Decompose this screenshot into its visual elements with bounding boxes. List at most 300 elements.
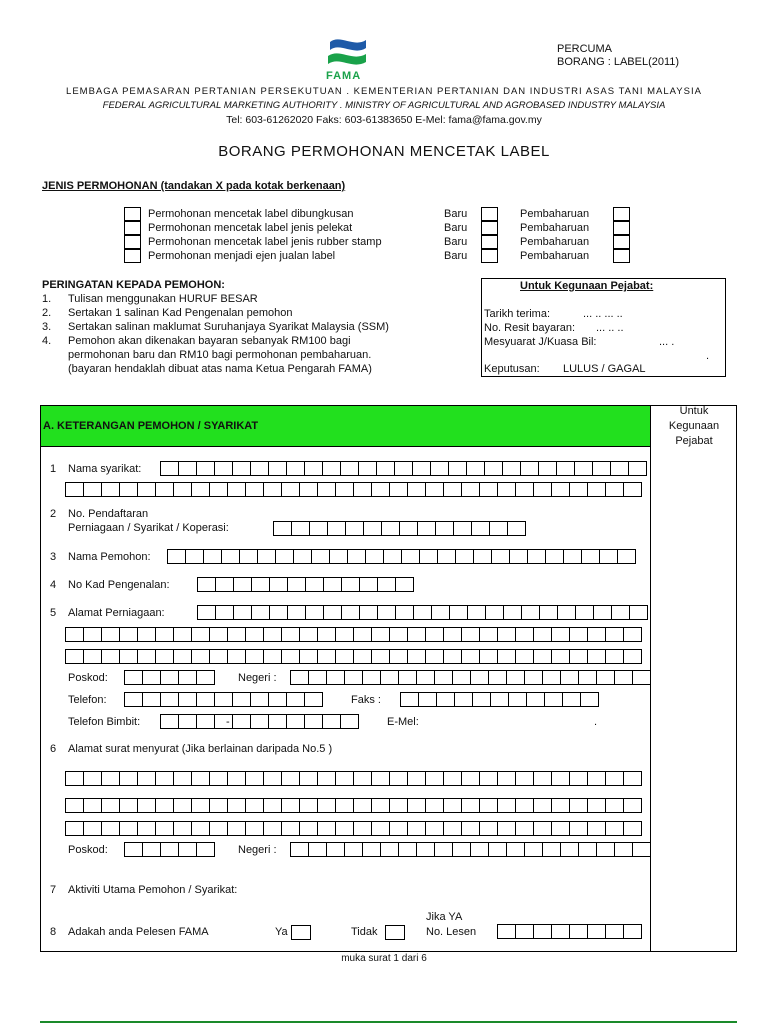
char-cell[interactable]	[66, 627, 84, 642]
char-cell[interactable]	[234, 577, 252, 592]
char-cell[interactable]	[624, 649, 642, 664]
char-cell[interactable]	[143, 842, 161, 857]
char-cell[interactable]	[143, 692, 161, 707]
char-cell[interactable]	[498, 924, 516, 939]
char-cell[interactable]	[120, 771, 138, 786]
char-cell[interactable]	[453, 670, 471, 685]
char-cell[interactable]	[444, 771, 462, 786]
char-cell[interactable]	[161, 714, 179, 729]
char-cell[interactable]	[197, 670, 215, 685]
char-cell[interactable]	[246, 798, 264, 813]
char-cell[interactable]	[543, 842, 561, 857]
char-cell[interactable]	[471, 670, 489, 685]
char-cell[interactable]	[138, 821, 156, 836]
char-cell[interactable]	[522, 605, 540, 620]
request-4-new-checkbox[interactable]	[481, 249, 498, 263]
char-cell[interactable]	[102, 482, 120, 497]
char-cell[interactable]	[432, 605, 450, 620]
char-cell[interactable]	[606, 924, 624, 939]
char-cell[interactable]	[507, 842, 525, 857]
char-cell[interactable]	[161, 842, 179, 857]
char-cell[interactable]	[509, 692, 527, 707]
char-cell[interactable]	[579, 670, 597, 685]
char-cell[interactable]	[197, 692, 215, 707]
char-cell[interactable]	[417, 670, 435, 685]
char-cell[interactable]	[264, 649, 282, 664]
char-cell[interactable]	[558, 605, 576, 620]
char-cell[interactable]	[120, 798, 138, 813]
char-cell[interactable]	[197, 714, 215, 729]
char-cell[interactable]	[198, 605, 216, 620]
char-cell[interactable]	[306, 605, 324, 620]
char-cell[interactable]	[561, 842, 579, 857]
char-cell[interactable]	[570, 821, 588, 836]
char-cell[interactable]	[576, 605, 594, 620]
char-cell[interactable]	[354, 627, 372, 642]
char-cell[interactable]	[264, 771, 282, 786]
char-cell[interactable]	[120, 627, 138, 642]
char-cell[interactable]	[615, 670, 633, 685]
char-cell[interactable]	[345, 670, 363, 685]
char-cell[interactable]	[472, 521, 490, 536]
mailing-address-field-line3[interactable]	[65, 821, 642, 836]
char-cell[interactable]	[156, 627, 174, 642]
request-1-new-checkbox[interactable]	[481, 207, 498, 221]
char-cell[interactable]	[474, 549, 492, 564]
char-cell[interactable]	[240, 549, 258, 564]
char-cell[interactable]	[138, 771, 156, 786]
char-cell[interactable]	[606, 798, 624, 813]
char-cell[interactable]	[624, 627, 642, 642]
char-cell[interactable]	[84, 771, 102, 786]
char-cell[interactable]	[615, 842, 633, 857]
char-cell[interactable]	[327, 670, 345, 685]
char-cell[interactable]	[498, 649, 516, 664]
char-cell[interactable]	[570, 924, 588, 939]
char-cell[interactable]	[372, 771, 390, 786]
licensee-yes-checkbox[interactable]	[291, 925, 311, 940]
char-cell[interactable]	[360, 605, 378, 620]
request-2-checkbox[interactable]	[124, 221, 141, 235]
char-cell[interactable]	[84, 649, 102, 664]
char-cell[interactable]	[125, 842, 143, 857]
char-cell[interactable]	[310, 521, 328, 536]
char-cell[interactable]	[323, 461, 341, 476]
char-cell[interactable]	[156, 649, 174, 664]
char-cell[interactable]	[516, 924, 534, 939]
char-cell[interactable]	[498, 821, 516, 836]
char-cell[interactable]	[516, 771, 534, 786]
char-cell[interactable]	[516, 482, 534, 497]
char-cell[interactable]	[138, 798, 156, 813]
char-cell[interactable]	[198, 577, 216, 592]
fax-field[interactable]	[400, 692, 599, 707]
char-cell[interactable]	[436, 521, 454, 536]
char-cell[interactable]	[534, 924, 552, 939]
char-cell[interactable]	[372, 821, 390, 836]
char-cell[interactable]	[455, 692, 473, 707]
char-cell[interactable]	[402, 549, 420, 564]
char-cell[interactable]	[612, 605, 630, 620]
char-cell[interactable]	[336, 771, 354, 786]
char-cell[interactable]	[408, 771, 426, 786]
char-cell[interactable]	[594, 605, 612, 620]
char-cell[interactable]	[354, 649, 372, 664]
char-cell[interactable]	[345, 842, 363, 857]
char-cell[interactable]	[174, 821, 192, 836]
char-cell[interactable]	[186, 549, 204, 564]
char-cell[interactable]	[318, 649, 336, 664]
char-cell[interactable]	[597, 670, 615, 685]
ic-number-field[interactable]	[197, 577, 414, 592]
char-cell[interactable]	[274, 521, 292, 536]
char-cell[interactable]	[480, 649, 498, 664]
char-cell[interactable]	[381, 670, 399, 685]
char-cell[interactable]	[197, 461, 215, 476]
char-cell[interactable]	[318, 798, 336, 813]
char-cell[interactable]	[480, 771, 498, 786]
request-3-renew-checkbox[interactable]	[613, 235, 630, 249]
char-cell[interactable]	[552, 798, 570, 813]
char-cell[interactable]	[174, 798, 192, 813]
request-2-new-checkbox[interactable]	[481, 221, 498, 235]
char-cell[interactable]	[579, 842, 597, 857]
char-cell[interactable]	[282, 482, 300, 497]
char-cell[interactable]	[588, 798, 606, 813]
char-cell[interactable]	[516, 649, 534, 664]
char-cell[interactable]	[328, 521, 346, 536]
char-cell[interactable]	[435, 842, 453, 857]
char-cell[interactable]	[399, 670, 417, 685]
char-cell[interactable]	[228, 798, 246, 813]
char-cell[interactable]	[480, 821, 498, 836]
char-cell[interactable]	[192, 649, 210, 664]
request-1-renew-checkbox[interactable]	[613, 207, 630, 221]
char-cell[interactable]	[168, 549, 186, 564]
char-cell[interactable]	[324, 605, 342, 620]
char-cell[interactable]	[525, 670, 543, 685]
mailing-address-field-line2[interactable]	[65, 798, 642, 813]
char-cell[interactable]	[216, 577, 234, 592]
char-cell[interactable]	[462, 798, 480, 813]
char-cell[interactable]	[581, 692, 599, 707]
char-cell[interactable]	[210, 482, 228, 497]
char-cell[interactable]	[228, 482, 246, 497]
char-cell[interactable]	[540, 605, 558, 620]
char-cell[interactable]	[490, 521, 508, 536]
char-cell[interactable]	[588, 482, 606, 497]
char-cell[interactable]	[480, 482, 498, 497]
char-cell[interactable]	[318, 771, 336, 786]
char-cell[interactable]	[480, 627, 498, 642]
char-cell[interactable]	[156, 771, 174, 786]
char-cell[interactable]	[606, 627, 624, 642]
char-cell[interactable]	[292, 521, 310, 536]
request-4-checkbox[interactable]	[124, 249, 141, 263]
business-address-field-line3[interactable]	[65, 649, 642, 664]
char-cell[interactable]	[282, 798, 300, 813]
char-cell[interactable]	[492, 549, 510, 564]
request-2-renew-checkbox[interactable]	[613, 221, 630, 235]
char-cell[interactable]	[84, 482, 102, 497]
char-cell[interactable]	[426, 771, 444, 786]
char-cell[interactable]	[364, 521, 382, 536]
char-cell[interactable]	[527, 692, 545, 707]
char-cell[interactable]	[210, 649, 228, 664]
char-cell[interactable]	[444, 798, 462, 813]
char-cell[interactable]	[413, 461, 431, 476]
char-cell[interactable]	[300, 821, 318, 836]
char-cell[interactable]	[102, 821, 120, 836]
char-cell[interactable]	[327, 842, 345, 857]
char-cell[interactable]	[426, 482, 444, 497]
char-cell[interactable]	[390, 482, 408, 497]
char-cell[interactable]	[417, 842, 435, 857]
char-cell[interactable]	[381, 842, 399, 857]
char-cell[interactable]	[282, 649, 300, 664]
char-cell[interactable]	[66, 798, 84, 813]
char-cell[interactable]	[593, 461, 611, 476]
char-cell[interactable]	[288, 577, 306, 592]
char-cell[interactable]	[630, 605, 648, 620]
char-cell[interactable]	[588, 821, 606, 836]
char-cell[interactable]	[318, 482, 336, 497]
char-cell[interactable]	[354, 798, 372, 813]
state-field[interactable]	[290, 670, 651, 685]
char-cell[interactable]	[426, 821, 444, 836]
char-cell[interactable]	[264, 627, 282, 642]
char-cell[interactable]	[174, 649, 192, 664]
char-cell[interactable]	[606, 771, 624, 786]
char-cell[interactable]	[300, 482, 318, 497]
char-cell[interactable]	[419, 692, 437, 707]
char-cell[interactable]	[264, 798, 282, 813]
char-cell[interactable]	[491, 692, 509, 707]
char-cell[interactable]	[534, 771, 552, 786]
char-cell[interactable]	[84, 821, 102, 836]
char-cell[interactable]	[102, 771, 120, 786]
char-cell[interactable]	[246, 771, 264, 786]
char-cell[interactable]	[401, 692, 419, 707]
char-cell[interactable]	[161, 461, 179, 476]
char-cell[interactable]	[516, 798, 534, 813]
char-cell[interactable]	[336, 627, 354, 642]
char-cell[interactable]	[215, 692, 233, 707]
company-name-field-line2[interactable]	[65, 482, 642, 497]
char-cell[interactable]	[525, 842, 543, 857]
mailing-address-field[interactable]	[65, 771, 642, 786]
char-cell[interactable]	[156, 482, 174, 497]
char-cell[interactable]	[348, 549, 366, 564]
char-cell[interactable]	[588, 924, 606, 939]
char-cell[interactable]	[300, 771, 318, 786]
char-cell[interactable]	[543, 670, 561, 685]
char-cell[interactable]	[552, 821, 570, 836]
char-cell[interactable]	[120, 649, 138, 664]
char-cell[interactable]	[382, 521, 400, 536]
char-cell[interactable]	[264, 482, 282, 497]
char-cell[interactable]	[366, 549, 384, 564]
char-cell[interactable]	[534, 482, 552, 497]
char-cell[interactable]	[582, 549, 600, 564]
char-cell[interactable]	[287, 714, 305, 729]
registration-number-field[interactable]	[273, 521, 526, 536]
char-cell[interactable]	[372, 482, 390, 497]
char-cell[interactable]	[300, 627, 318, 642]
char-cell[interactable]	[264, 821, 282, 836]
char-cell[interactable]	[233, 692, 251, 707]
char-cell[interactable]	[228, 771, 246, 786]
char-cell[interactable]	[252, 577, 270, 592]
char-cell[interactable]	[449, 461, 467, 476]
char-cell[interactable]	[444, 627, 462, 642]
char-cell[interactable]	[204, 549, 222, 564]
char-cell[interactable]	[390, 627, 408, 642]
char-cell[interactable]	[215, 714, 233, 729]
char-cell[interactable]	[510, 549, 528, 564]
char-cell[interactable]	[438, 549, 456, 564]
char-cell[interactable]	[545, 692, 563, 707]
applicant-name-field[interactable]	[167, 549, 636, 564]
char-cell[interactable]	[564, 549, 582, 564]
char-cell[interactable]	[600, 549, 618, 564]
char-cell[interactable]	[426, 798, 444, 813]
char-cell[interactable]	[534, 798, 552, 813]
char-cell[interactable]	[462, 482, 480, 497]
char-cell[interactable]	[179, 692, 197, 707]
char-cell[interactable]	[508, 521, 526, 536]
char-cell[interactable]	[597, 842, 615, 857]
char-cell[interactable]	[258, 549, 276, 564]
char-cell[interactable]	[570, 482, 588, 497]
char-cell[interactable]	[270, 605, 288, 620]
char-cell[interactable]	[624, 482, 642, 497]
char-cell[interactable]	[588, 627, 606, 642]
char-cell[interactable]	[288, 605, 306, 620]
char-cell[interactable]	[354, 482, 372, 497]
char-cell[interactable]	[552, 771, 570, 786]
char-cell[interactable]	[192, 771, 210, 786]
char-cell[interactable]	[192, 798, 210, 813]
char-cell[interactable]	[282, 771, 300, 786]
char-cell[interactable]	[336, 482, 354, 497]
request-4-renew-checkbox[interactable]	[613, 249, 630, 263]
char-cell[interactable]	[66, 821, 84, 836]
char-cell[interactable]	[456, 549, 474, 564]
char-cell[interactable]	[306, 577, 324, 592]
char-cell[interactable]	[516, 627, 534, 642]
char-cell[interactable]	[396, 577, 414, 592]
char-cell[interactable]	[390, 798, 408, 813]
char-cell[interactable]	[471, 842, 489, 857]
char-cell[interactable]	[294, 549, 312, 564]
char-cell[interactable]	[330, 549, 348, 564]
char-cell[interactable]	[359, 461, 377, 476]
char-cell[interactable]	[395, 461, 413, 476]
char-cell[interactable]	[174, 627, 192, 642]
char-cell[interactable]	[309, 842, 327, 857]
char-cell[interactable]	[216, 605, 234, 620]
char-cell[interactable]	[276, 549, 294, 564]
char-cell[interactable]	[629, 461, 647, 476]
char-cell[interactable]	[633, 670, 651, 685]
char-cell[interactable]	[611, 461, 629, 476]
char-cell[interactable]	[269, 714, 287, 729]
char-cell[interactable]	[102, 649, 120, 664]
char-cell[interactable]	[222, 549, 240, 564]
char-cell[interactable]	[408, 627, 426, 642]
char-cell[interactable]	[174, 771, 192, 786]
char-cell[interactable]	[624, 771, 642, 786]
char-cell[interactable]	[489, 670, 507, 685]
char-cell[interactable]	[618, 549, 636, 564]
postcode-field[interactable]	[124, 670, 215, 685]
char-cell[interactable]	[270, 577, 288, 592]
char-cell[interactable]	[102, 627, 120, 642]
request-3-new-checkbox[interactable]	[481, 235, 498, 249]
char-cell[interactable]	[161, 670, 179, 685]
char-cell[interactable]	[287, 692, 305, 707]
char-cell[interactable]	[66, 649, 84, 664]
char-cell[interactable]	[563, 692, 581, 707]
char-cell[interactable]	[606, 649, 624, 664]
char-cell[interactable]	[390, 649, 408, 664]
char-cell[interactable]	[462, 649, 480, 664]
char-cell[interactable]	[431, 461, 449, 476]
char-cell[interactable]	[120, 482, 138, 497]
char-cell[interactable]	[342, 577, 360, 592]
char-cell[interactable]	[346, 521, 364, 536]
char-cell[interactable]	[210, 627, 228, 642]
char-cell[interactable]	[570, 649, 588, 664]
char-cell[interactable]	[291, 670, 309, 685]
char-cell[interactable]	[468, 605, 486, 620]
char-cell[interactable]	[575, 461, 593, 476]
char-cell[interactable]	[363, 670, 381, 685]
char-cell[interactable]	[179, 842, 197, 857]
char-cell[interactable]	[174, 482, 192, 497]
char-cell[interactable]	[318, 627, 336, 642]
char-cell[interactable]	[363, 842, 381, 857]
char-cell[interactable]	[309, 670, 327, 685]
char-cell[interactable]	[251, 461, 269, 476]
char-cell[interactable]	[534, 649, 552, 664]
char-cell[interactable]	[372, 627, 390, 642]
char-cell[interactable]	[66, 771, 84, 786]
char-cell[interactable]	[606, 482, 624, 497]
char-cell[interactable]	[282, 821, 300, 836]
char-cell[interactable]	[246, 821, 264, 836]
request-3-checkbox[interactable]	[124, 235, 141, 249]
char-cell[interactable]	[291, 842, 309, 857]
mobile-field[interactable]	[160, 714, 359, 729]
char-cell[interactable]	[210, 798, 228, 813]
char-cell[interactable]	[228, 627, 246, 642]
char-cell[interactable]	[233, 714, 251, 729]
char-cell[interactable]	[528, 549, 546, 564]
char-cell[interactable]	[228, 821, 246, 836]
business-address-field[interactable]	[197, 605, 648, 620]
char-cell[interactable]	[480, 798, 498, 813]
char-cell[interactable]	[521, 461, 539, 476]
char-cell[interactable]	[552, 924, 570, 939]
mailing-state-field[interactable]	[290, 842, 651, 857]
char-cell[interactable]	[215, 461, 233, 476]
char-cell[interactable]	[246, 482, 264, 497]
char-cell[interactable]	[408, 821, 426, 836]
char-cell[interactable]	[467, 461, 485, 476]
char-cell[interactable]	[138, 649, 156, 664]
